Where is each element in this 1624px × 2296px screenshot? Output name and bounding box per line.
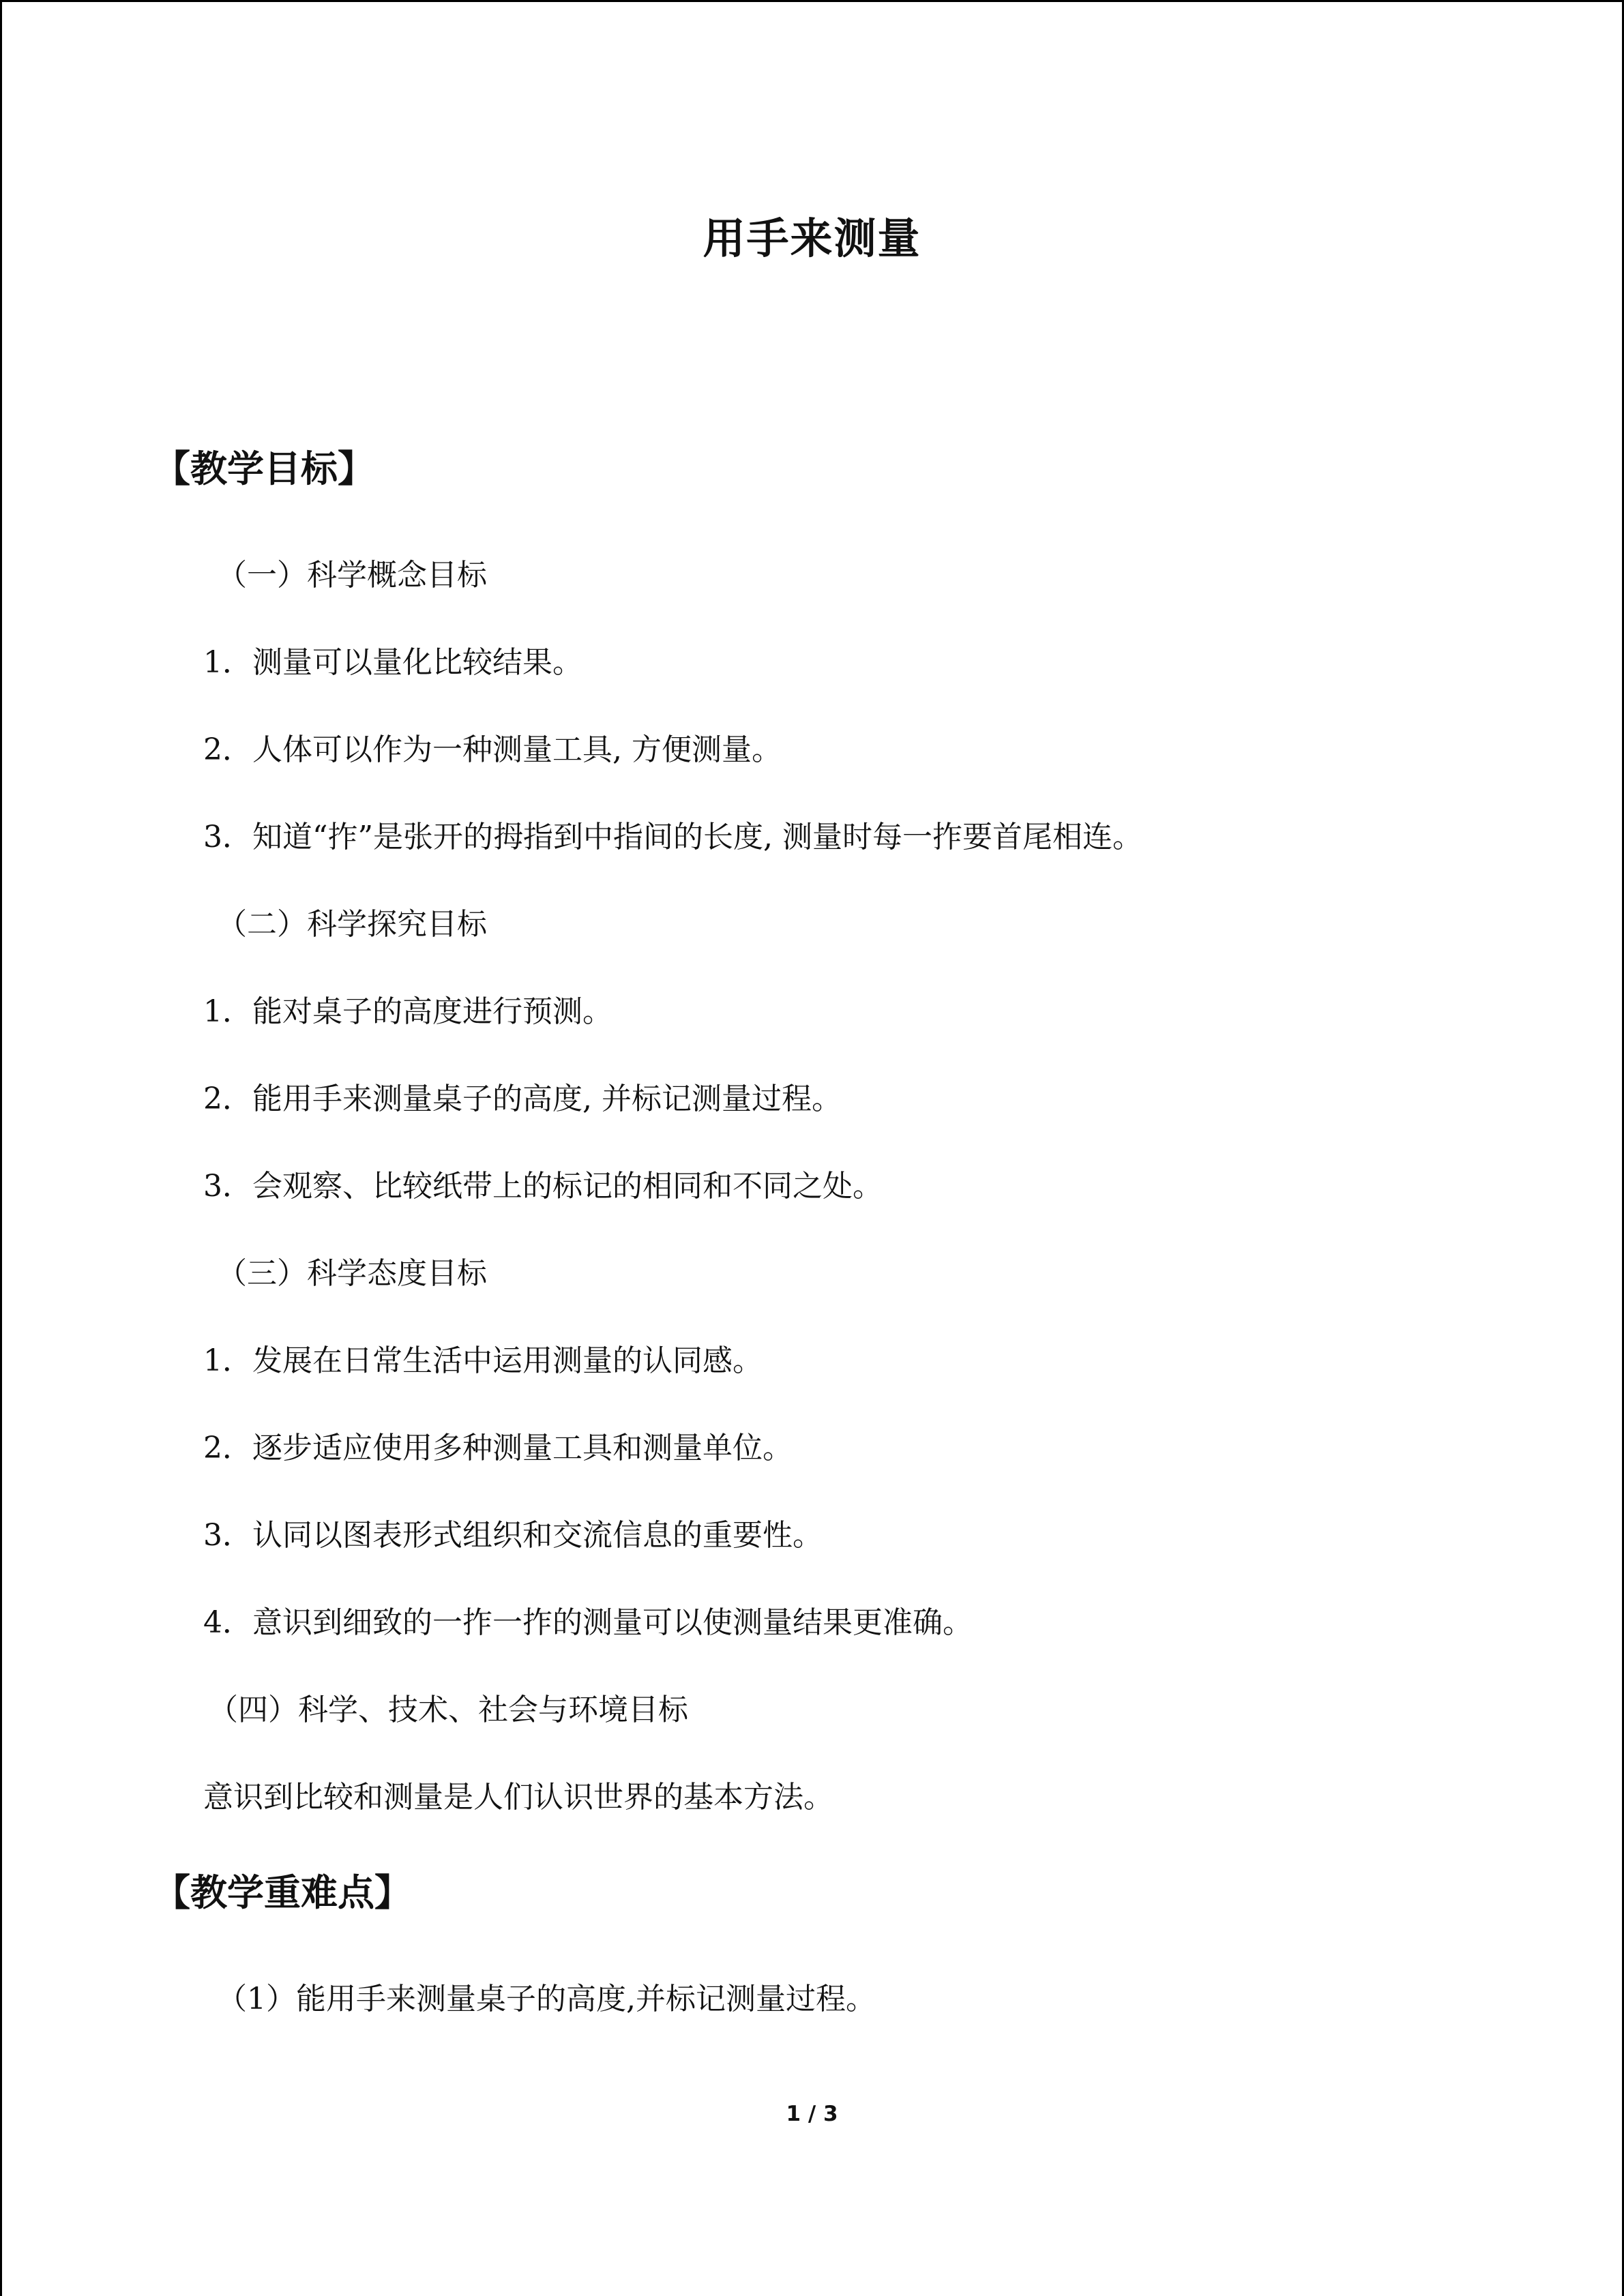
- page-border-left: [0, 0, 2, 2296]
- inquiry-goal-item-2: 2．能用手来测量桌子的高度, 并标记测量过程。: [203, 1082, 842, 1116]
- subheading-inquiry-goals: （二）科学探究目标: [217, 907, 487, 942]
- inquiry-goal-item-1: 1．能对桌子的高度进行预测。: [203, 994, 612, 1029]
- attitude-goal-item-3: 3．认同以图表形式组织和交流信息的重要性。: [203, 1518, 823, 1553]
- key-point-item-1: （1）能用手来测量桌子的高度,并标记测量过程。: [217, 1982, 876, 2016]
- section-heading-key-points: 【教学重难点】: [153, 1871, 411, 1914]
- concept-goal-item-3: 3．知道“拃”是张开的拇指到中指间的长度, 测量时每一拃要首尾相连。: [203, 820, 1142, 854]
- subheading-concept-goals: （一）科学概念目标: [217, 558, 487, 593]
- page-number: 1 / 3: [786, 2102, 838, 2126]
- subheading-stse-goals: （四）科学、技术、社会与环境目标: [208, 1693, 688, 1727]
- subheading-attitude-goals: （三）科学态度目标: [217, 1256, 487, 1291]
- attitude-goal-item-2: 2．逐步适应使用多种测量工具和测量单位。: [203, 1431, 793, 1465]
- section-heading-teaching-objectives: 【教学目标】: [153, 447, 374, 490]
- inquiry-goal-item-3: 3．会观察、比较纸带上的标记的相同和不同之处。: [203, 1169, 883, 1204]
- attitude-goal-item-4: 4．意识到细致的一拃一拃的测量可以使测量结果更准确。: [203, 1605, 973, 1640]
- attitude-goal-item-1: 1．发展在日常生活中运用测量的认同感。: [203, 1343, 763, 1378]
- concept-goal-item-1: 1．测量可以量化比较结果。: [203, 645, 582, 680]
- concept-goal-item-2: 2．人体可以作为一种测量工具, 方便测量。: [203, 732, 782, 767]
- stse-goal-item-1: 意识到比较和测量是人们认识世界的基本方法。: [203, 1780, 833, 1815]
- page-border-top: [0, 0, 1624, 2]
- document-title: 用手来测量: [703, 213, 921, 263]
